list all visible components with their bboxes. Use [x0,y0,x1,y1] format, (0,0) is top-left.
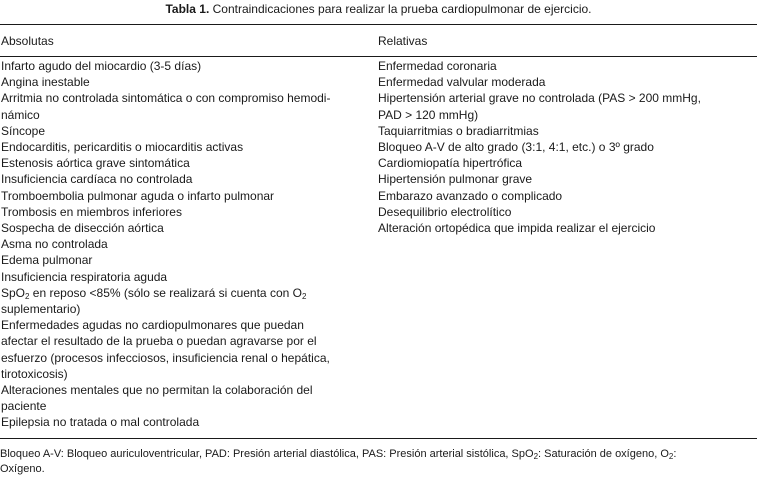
footnote-sub-2: 2 [668,452,674,461]
footnote-part-3: : [673,448,677,460]
absolutas-line: Arritmia no controlada sintomática o con compromiso hemodi- [1,91,331,106]
footnote-sub-1: 2 [533,452,539,461]
relativas-line: Hipertensión pulmonar grave [378,172,533,187]
absolutas-line: Edema pulmonar [1,253,93,268]
caption-label: Tabla 1. [165,2,210,16]
absolutas-line: Alteraciones mentales que no permitan la colaboración del [1,383,313,398]
absolutas-line: tirotoxicosis) [1,366,68,381]
relativas-line: Desequilibrio electrolítico [378,204,512,219]
footnote-part-2: : Saturación de oxígeno, O [538,448,669,460]
relativas-line: Embarazo avanzado o complicado [378,188,563,203]
relativas-line: Taquiarritmias o bradiarritmias [378,123,539,138]
table-caption [0,1,757,17]
absolutas-line: esfuerzo (procesos infecciosos, insuficiencia renal o hepática, [1,350,330,365]
absolutas-line: Estenosis aórtica grave sintomática [1,156,190,171]
absolutas-line: Síncope [1,123,46,138]
spo2-text-b: en reposo <85% (sólo se realizará si cuenta con O [29,285,302,300]
caption-text: Contraindicaciones para realizar la prueba cardiopulmonar de ejercicio. [212,2,592,16]
absolutas-line: Trombosis en miembros inferiores [1,204,182,219]
footnote-line-2: Oxígeno. [0,463,45,475]
absolutas-line: Infarto agudo del miocardio (3-5 días) [1,59,202,73]
absolutas-line: afectar el resultado de la prueba o puedan agravarse por el [1,334,317,349]
absolutas-line: Enfermedades agudas no cardiopulmonares que puedan [1,318,304,333]
relativas-line: Enfermedad coronaria [378,59,497,73]
absolutas-line: Insuficiencia cardíaca no controlada [1,172,193,187]
bottom-rule [0,438,757,439]
relativas-column [378,58,757,236]
relativas-line: Enfermedad valvular moderada [378,75,546,90]
absolutas-line: Tromboembolia pulmonar aguda o infarto pulmonar [1,188,275,203]
header-relativas: Relativas [378,34,428,48]
relativas-line: Alteración ortopédica que impida realizar el ejercicio [378,221,656,236]
absolutas-line: Asma no controlada [1,237,108,252]
absolutas-line: paciente [1,399,47,414]
o2-subscript: 2 [301,291,307,301]
top-rule [0,24,757,25]
absolutas-line: suplementario) [1,302,81,317]
table-footnote [0,447,757,477]
absolutas-line: Sospecha de disección aórtica [1,221,164,236]
spo2-text-a: SpO [1,285,26,300]
absolutas-line: námico [1,107,40,122]
absolutas-column [1,58,374,431]
header-absolutas: Absolutas [1,34,54,48]
spo2-subscript: 2 [25,291,30,301]
footnote-part-1: Bloqueo A-V: Bloqueo auriculoventricular, PAD: Presión arterial diastólica, PAS: Presión arterial sistólica, SpO [0,448,534,460]
relativas-line: Cardiomiopatía hipertrófica [378,156,523,171]
header-rule [0,56,757,57]
absolutas-line: Endocarditis, pericarditis o miocarditis activas [1,140,244,155]
absolutas-line: Epilepsia no tratada o mal controlada [1,415,200,430]
relativas-line: PAD > 120 mmHg) [378,107,479,122]
relativas-line: Bloqueo A-V de alto grado (3:1, 4:1, etc.) o 3º grado [378,140,654,155]
relativas-line: Hipertensión arterial grave no controlada (PAS > 200 mmHg, [378,91,701,106]
absolutas-line: Angina inestable [1,75,90,90]
absolutas-line [1,285,374,301]
absolutas-line: Insuficiencia respiratoria aguda [1,269,168,284]
